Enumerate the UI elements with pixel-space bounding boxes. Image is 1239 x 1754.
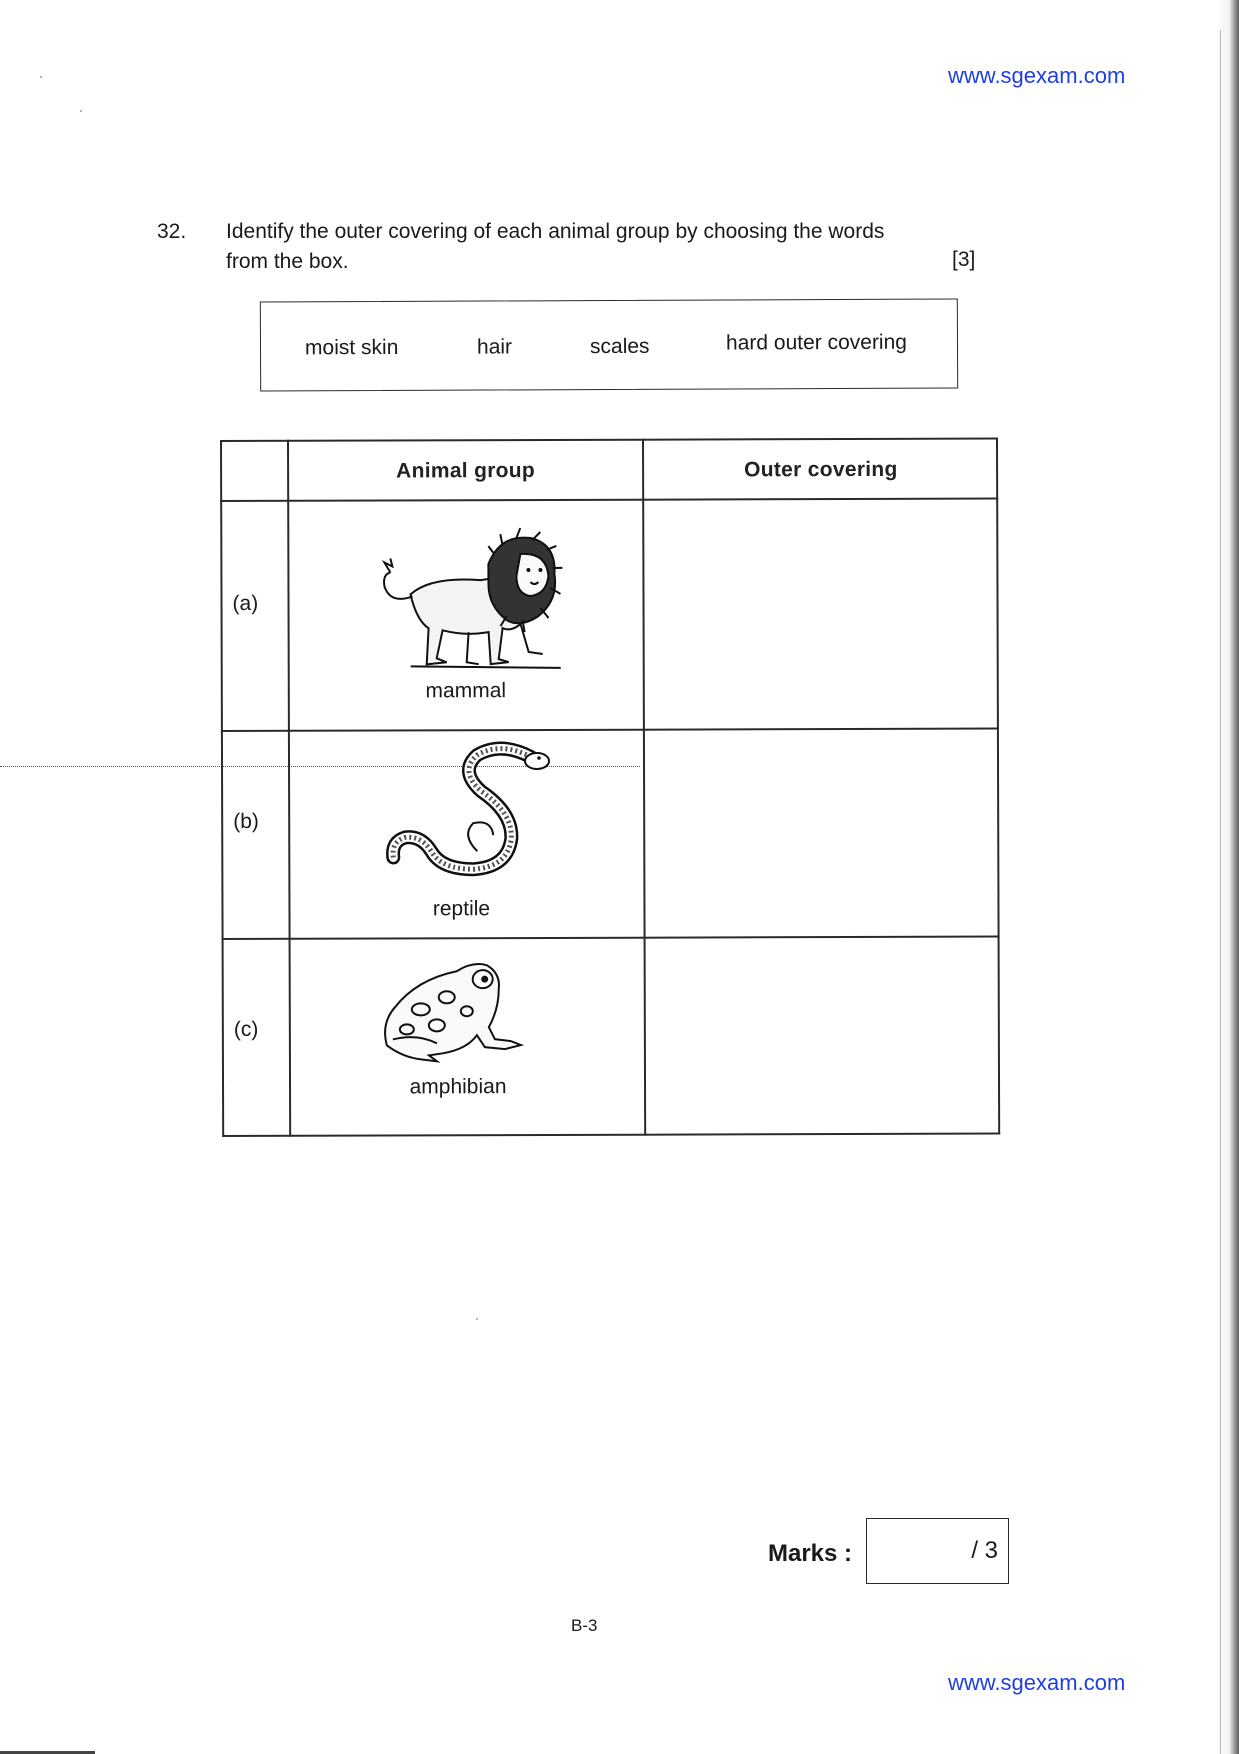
answer-cell[interactable] xyxy=(644,500,997,729)
footer-website-link[interactable]: www.sgexam.com xyxy=(948,1670,1126,1695)
question-number: 32. xyxy=(157,220,187,243)
header-website-link[interactable]: www.sgexam.com xyxy=(948,63,1126,88)
scan-speck xyxy=(40,76,42,78)
question-text: Identify the outer covering of each animal group by choosing the words from the box. xyxy=(226,220,885,273)
word-option: moist skin xyxy=(304,335,399,360)
table-border xyxy=(220,440,224,1137)
answer-cell[interactable] xyxy=(645,730,998,937)
header-outer-covering: Outer covering xyxy=(744,457,898,482)
table-border xyxy=(220,438,998,442)
table-border xyxy=(287,440,291,1137)
row-label: (a) xyxy=(232,591,259,615)
marks-label: Marks : xyxy=(768,1540,853,1567)
snake-illustration xyxy=(381,739,561,890)
row-label: (c) xyxy=(233,1017,259,1041)
word-box xyxy=(260,298,958,391)
marks-value: / 3 xyxy=(971,1537,998,1564)
marks-box xyxy=(866,1518,1009,1584)
word-option: scales xyxy=(589,334,650,359)
scan-speck xyxy=(80,110,82,112)
word-option: hard outer covering xyxy=(725,330,907,355)
page-edge-line xyxy=(1220,30,1221,1754)
header-animal-group: Animal group xyxy=(396,459,536,483)
question-marks: [3] xyxy=(952,248,976,271)
row-label: (b) xyxy=(233,809,259,833)
animal-caption: mammal xyxy=(425,679,507,703)
table-border xyxy=(222,1133,1000,1137)
lion-illustration xyxy=(370,524,570,675)
scan-speck xyxy=(476,1318,478,1320)
answer-cell[interactable] xyxy=(646,938,999,1134)
answer-table xyxy=(220,438,1000,1137)
animal-caption: reptile xyxy=(432,897,491,921)
word-option: hair xyxy=(476,335,513,359)
animal-caption: amphibian xyxy=(409,1075,507,1099)
frog-illustration xyxy=(377,949,537,1070)
page-number: B-3 xyxy=(571,1616,598,1635)
